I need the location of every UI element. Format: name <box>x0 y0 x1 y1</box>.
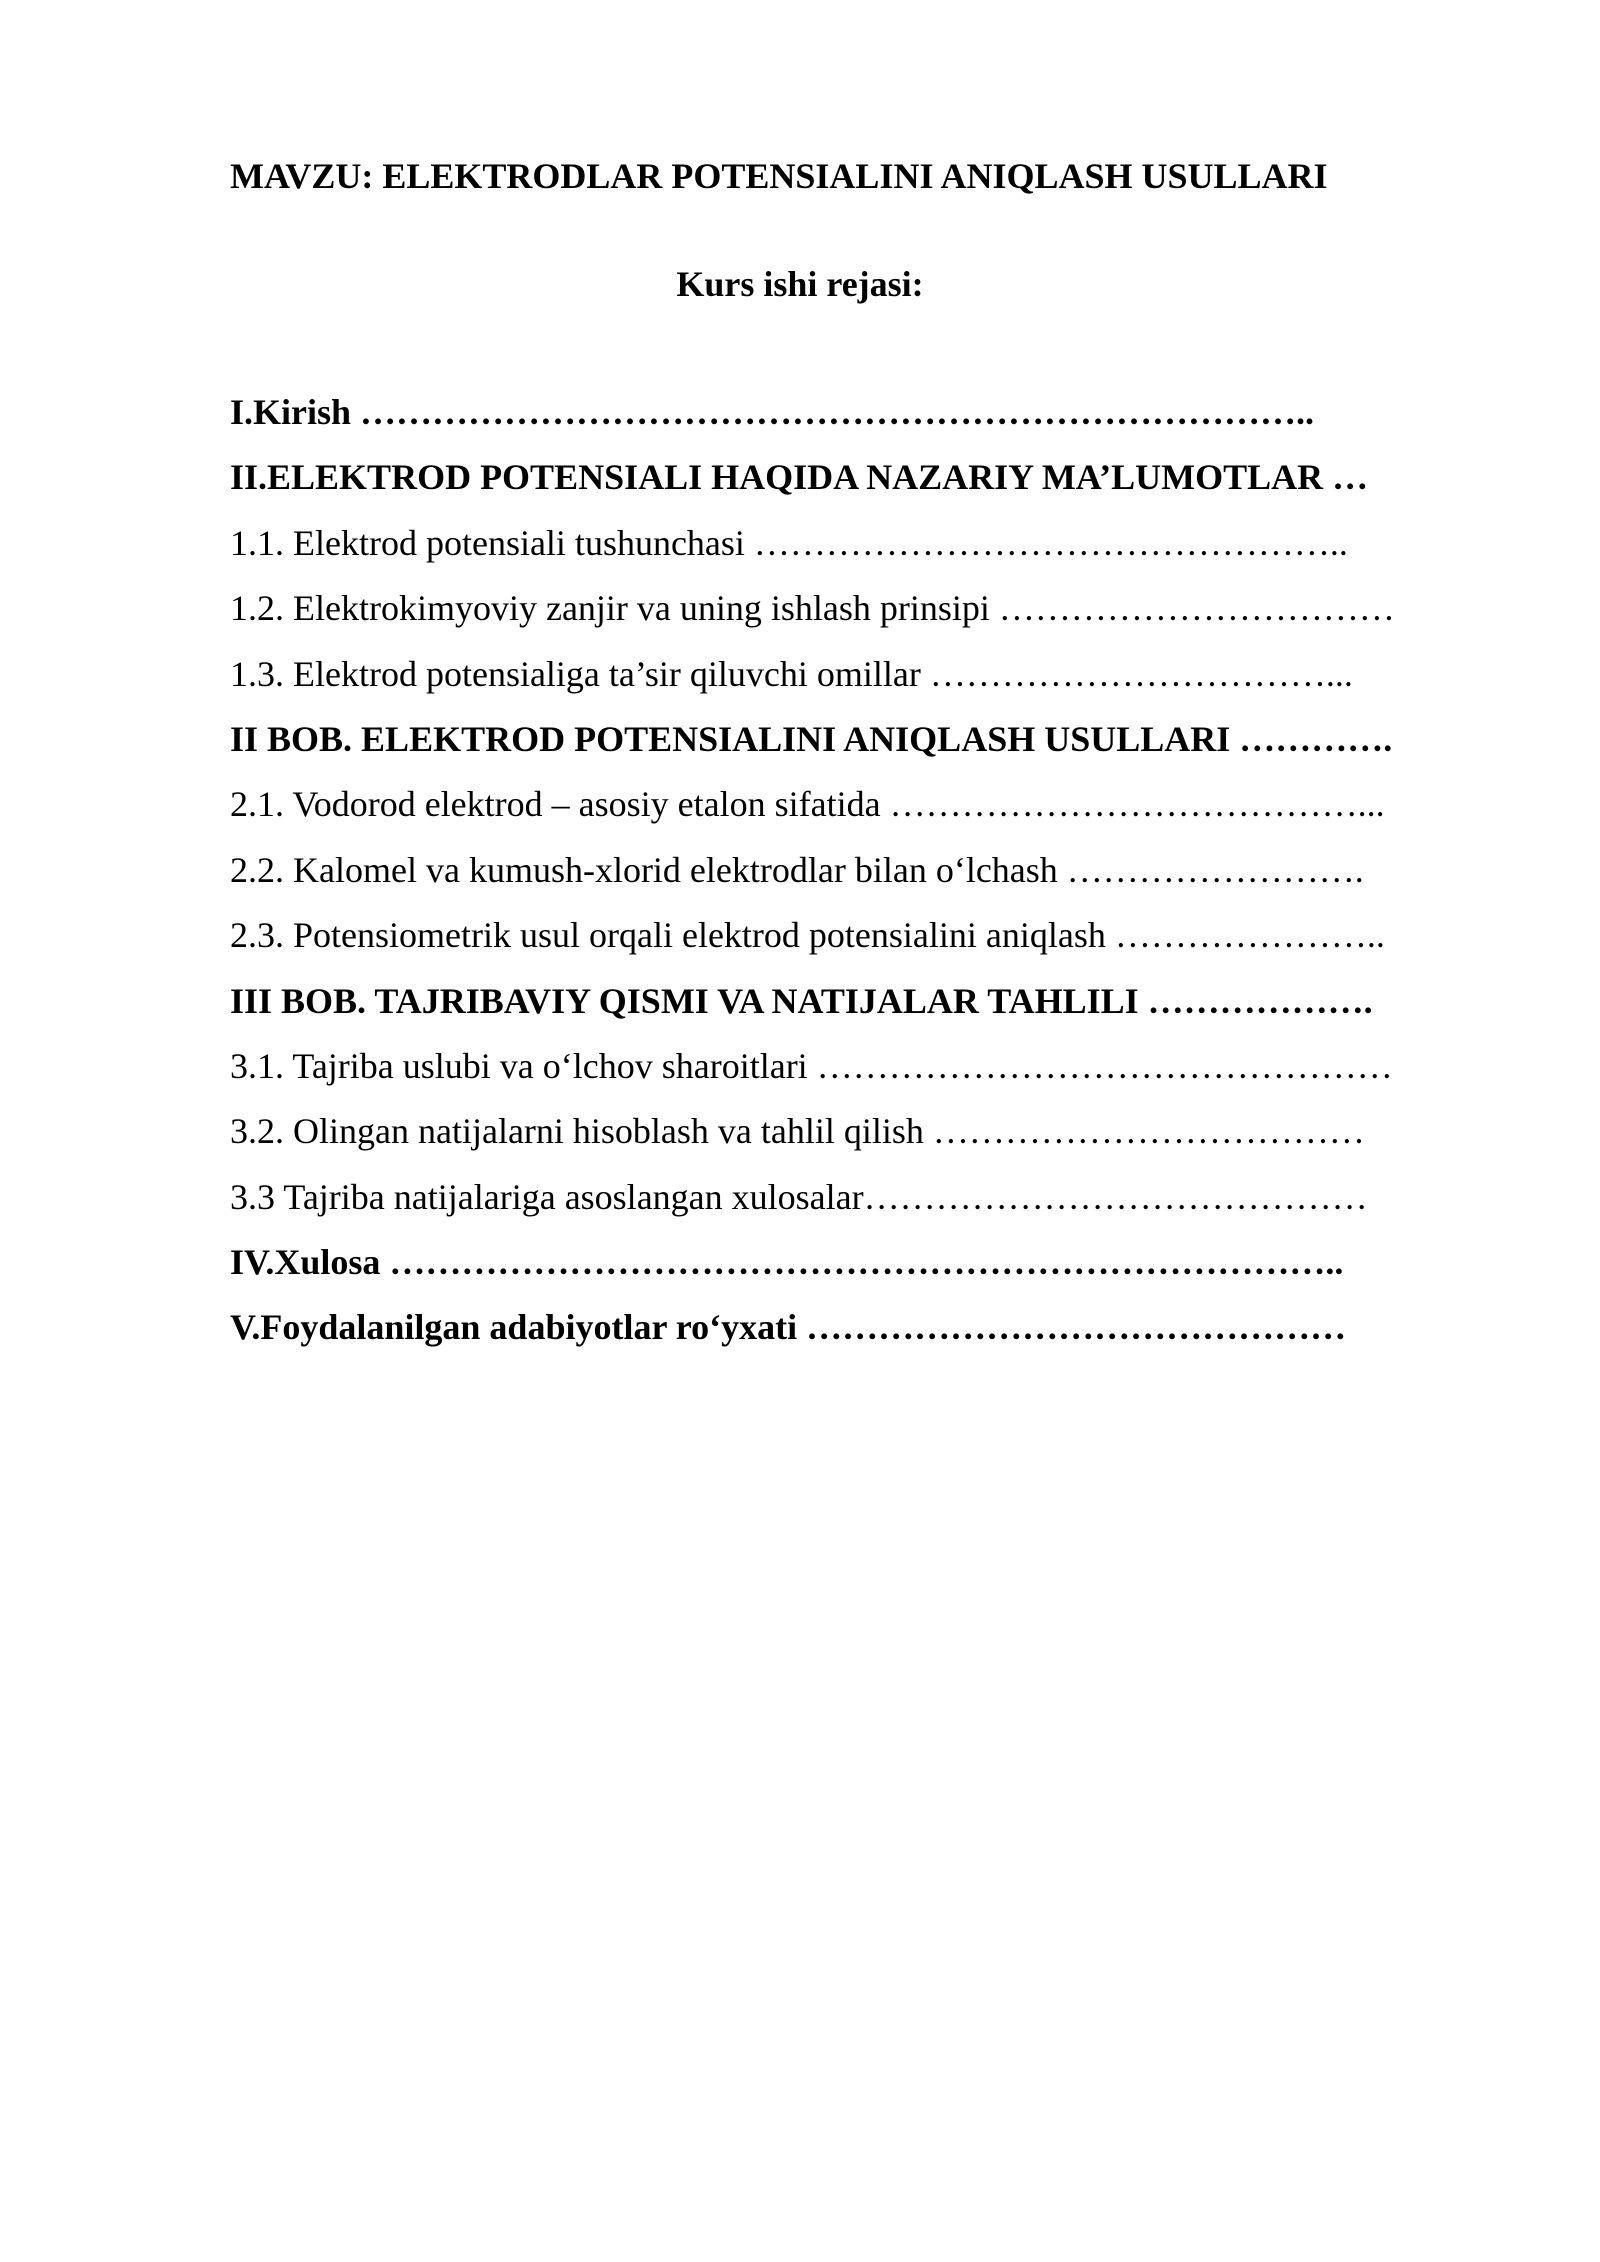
toc-entry-2-1: 2.1. Vodorod elektrod – asosiy etalon sifatida …………………………………... <box>230 784 1385 825</box>
toc-entry-3-3: 3.3 Tajriba natijalariga asoslangan xulosalar…………………………………… <box>230 1176 1368 1217</box>
toc-entry-chapter-1: II.ELEKTROD POTENSIALI HAQIDA NAZARIY MA’LUMOTLAR … <box>230 457 1369 498</box>
toc-entry-3-1: 3.1. Tajriba uslubi va o‘lchov sharoitlari ………………………………………… <box>230 1045 1393 1086</box>
toc-entry-chapter-3: III BOB. TAJRIBAVIY QISMI VA NATIJALAR TAHLILI ………………. <box>230 980 1373 1021</box>
page-subtitle: Kurs ishi rejasi: <box>676 264 924 304</box>
toc-entry-1-1: 1.1. Elektrod potensiali tushunchasi ………………………………………….. <box>230 522 1348 563</box>
toc-entry-2-2: 2.2. Kalomel va kumush-xlorid elektrodlar bilan o‘lchash ……………………. <box>230 849 1364 890</box>
toc-entry-2-3: 2.3. Potensiometrik usul orqali elektrod potensialini aniqlash ………………….. <box>230 915 1385 956</box>
toc-entry-conclusion: IV.Xulosa …………………………………………………………………….. <box>230 1242 1344 1283</box>
toc-entry-1-3: 1.3. Elektrod potensialiga ta’sir qiluvchi omillar ……………………………... <box>230 653 1353 694</box>
table-of-contents <box>230 386 1480 1367</box>
toc-entry-references: V.Foydalanilgan adabiyotlar ro‘yxati ……………………………………… <box>230 1307 1347 1348</box>
toc-entry-chapter-2: II BOB. ELEKTROD POTENSIALINI ANIQLASH USULLARI …………. <box>230 718 1393 759</box>
toc-entry-introduction: I.Kirish …………………………………………………………………….. <box>230 392 1315 432</box>
page-title: MAVZU: ELEKTRODLAR POTENSIALINI ANIQLASH USULLARI <box>230 156 1328 196</box>
toc-entry-1-2: 1.2. Elektrokimyoviy zanjir va uning ishlash prinsipi …………………………… <box>230 588 1395 629</box>
toc-entry-3-2: 3.2. Olingan natijalarni hisoblash va tahlil qilish ……………………………… <box>230 1111 1365 1152</box>
